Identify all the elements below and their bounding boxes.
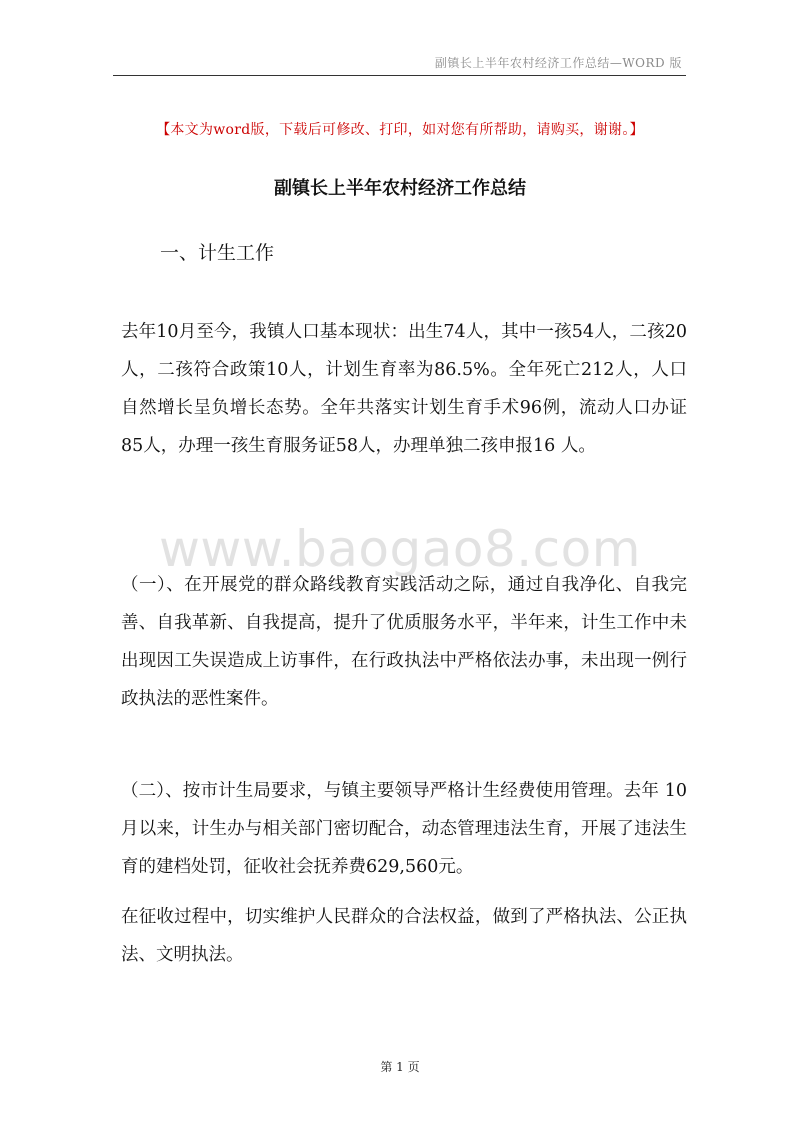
document-title: 副镇长上半年农村经济工作总结 (274, 178, 526, 199)
paragraph-population-status: 去年10月至今，我镇人口基本现状：出生74人，其中一孩54人，二孩20人，二孩符合政策10人，计划生育率为86.5%。全年死亡212人，人口自然增长呈负增长态势。全年共落实计划生育手术96例，流动人口办证85人，办理一孩生育服务证58人，办理单独二孩申报16 人。 (121, 322, 687, 456)
paragraph-item-two: （二）、按市计生局要求，与镇主要领导严格计生经费使用管理。去年 10月以来，计生办与相关部门密切配合，动态管理违法生育，开展了违法生育的建档处罚，征收社会抚养费629,560元。 (121, 781, 687, 877)
paragraph-collection: 在征收过程中，切实维护人民群众的合法权益，做到了严格执法、公正执法、文明执法。 (121, 907, 687, 965)
running-header-title: 副镇长上半年农村经济工作总结—WORD 版 (434, 56, 682, 70)
purchase-notice: 【本文为word版，下载后可修改、打印，如对您有所帮助，请购买，谢谢。】 (156, 122, 644, 138)
section-heading: 一、计生工作 (160, 242, 275, 264)
watermark: www.baogao8.com (159, 520, 641, 578)
header-divider (113, 75, 686, 76)
page-number: 第 1 页 (380, 1060, 420, 1074)
paragraph-item-one: （一）、在开展党的群众路线教育实践活动之际，通过自我净化、自我完善、自我革新、自我提高，提升了优质服务水平，半年来，计生工作中未出现因工失误造成上访事件，在行政执法中严格依法办事，未出现一例行政执法的恶性案件。 (121, 575, 687, 709)
